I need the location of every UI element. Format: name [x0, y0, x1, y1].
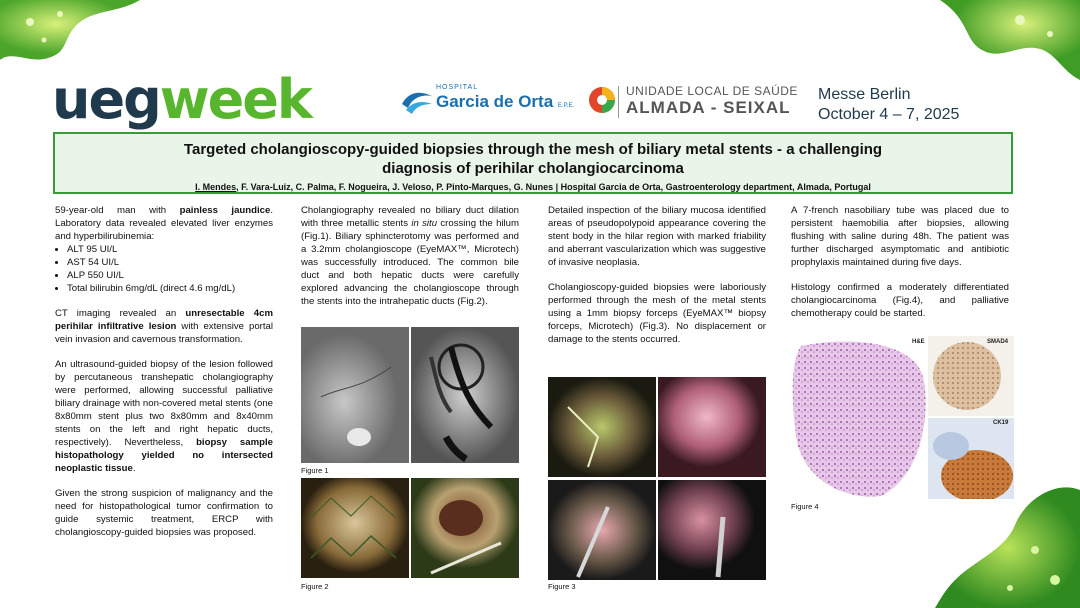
- text-span: Cholangiography revealed no biliary duct dilation with three metallic stents: [301, 205, 519, 229]
- hospital-small-label: HOSPITAL: [436, 84, 479, 91]
- hospital-suffix: E.P.E.: [557, 103, 575, 109]
- event-info: [818, 85, 959, 125]
- uls-line-2: ALMADA - SEIXAL: [626, 98, 791, 117]
- nasobiliary-paragraph: A 7-french nasobiliary tube was placed due to persistent haemobilia after biopsies, allowing flushing with saline during 48h. The patient was further discharged asymptomatic and antibiotic prophylaxis maintained during five days.: [791, 205, 1009, 268]
- text-span: 59-year-old man with: [55, 205, 180, 216]
- uls-separator: [618, 86, 619, 118]
- figure-2-image: [301, 478, 519, 578]
- lab-item: • AST 54 UI/L: [67, 256, 273, 269]
- logo-ueg-text: ueg: [52, 68, 160, 131]
- figure-2-caption: Figure 2: [301, 582, 329, 591]
- lab-item: • ALT 95 UI/L: [67, 243, 273, 256]
- lab-item: • ALP 550 UI/L: [67, 269, 273, 282]
- first-author: I. Mendes: [195, 182, 237, 192]
- text-span: .: [132, 463, 136, 474]
- hospital-garcia-de-orta-logo: [400, 84, 580, 118]
- cholangiography-paragraph: [301, 204, 519, 308]
- column-1: [55, 204, 273, 551]
- text-span: crossing the hilum (Fig.1). Biliary sphincterotomy was performed and a 3.2mm cholangioscope (EyeMAX™, Microtech) was successfully introduced. The common bile duct and both hepatic ducts were carefully explored advancing the cholangioscope through the stents into the intrahepatic ducts (Fig.2).: [301, 218, 519, 307]
- biopsies-paragraph: Cholangioscopy-guided biopsies were laboriously performed through the mesh of the metal stents using a 1mm biopsy forceps (EyeMAX™ biopsy forceps, Microtech) (Fig.3). No displacement or damage to the stents occurred.: [548, 282, 766, 345]
- lab-item: • Total bilirubin 6mg/dL (direct 4.6 mg/dL): [67, 282, 273, 295]
- ck19-stain-label: CK19: [993, 420, 1009, 426]
- histology-paragraph: Histology confirmed a moderately differentiated cholangiocarcinoma (Fig.4), and palliative chemotherapy could be started.: [791, 282, 1009, 319]
- text-span: CT imaging revealed an: [55, 308, 186, 319]
- column-2: [301, 204, 519, 320]
- text-span: with extensive portal vein invasion and cavernous transformation.: [55, 321, 273, 345]
- he-stain-label: H&E: [912, 339, 925, 345]
- logo-week-text: week: [159, 68, 311, 131]
- hospital-name: Garcia de Orta: [436, 92, 554, 111]
- uls-almada-seixal-logo: [588, 84, 798, 120]
- figure-3-caption: Figure 3: [548, 582, 576, 591]
- authors-line: [55, 182, 1011, 192]
- smad4-stain-label: SMAD4: [987, 339, 1009, 345]
- biopsy-paragraph: [55, 358, 273, 475]
- uls-line-1: UNIDADE LOCAL DE SAÚDE: [626, 84, 798, 98]
- figure-1-image: [301, 327, 519, 463]
- case-intro: [55, 204, 273, 243]
- event-dates: October 4 – 7, 2025: [818, 106, 960, 123]
- other-authors: , F. Vara-Luiz, C. Palma, F. Nogueira, J. Veloso, P. Pinto-Marques, G. Nunes | Hospital Garcia de Orta, Gastroenterology department, Almada, Portugal: [236, 182, 871, 192]
- italic-span: in situ: [411, 218, 438, 229]
- hospital-wave-icon: [400, 86, 434, 116]
- title-box: [53, 132, 1013, 194]
- bold-span: painless jaundice: [179, 205, 271, 216]
- bold-span: biopsy sample histopathology yielded no intersected neoplastic tissue: [55, 437, 273, 474]
- event-city: Messe Berlin: [818, 86, 911, 103]
- text-span: An ultrasound-guided biopsy of the lesion followed by percutaneous transhepatic cholangiography were performed, allowing successful palliative biliary drainage with non-covered metal stents (one 8x80mm stent plus two 8x80mm and 8x40mm stents on the left and right hepatic ducts, respectively). Nevertheless,: [55, 359, 273, 448]
- ercp-paragraph: Given the strong suspicion of malignancy and the need for histopathological tumor confirmation to guide systemic treatment, ERCP with cholangioscopy-guided biopsies was proposed.: [55, 488, 273, 538]
- column-4: [791, 204, 1009, 332]
- figure-4-image: [791, 336, 1014, 499]
- decorative-leaf-top-right: [930, 0, 1080, 90]
- column-3: [548, 204, 766, 358]
- figure-4-caption: Figure 4: [791, 502, 819, 511]
- uls-circle-icon: [588, 86, 616, 114]
- poster-title: Targeted cholangioscopy-guided biopsies through the mesh of biliary metal stents - a challenging diagnosis of perihilar cholangiocarcinoma: [183, 141, 883, 177]
- bold-span: unresectable 4cm perihilar infiltrative lesion: [55, 308, 273, 332]
- ueg-week-logo: [52, 70, 311, 130]
- decorative-leaf-top-left: [0, 0, 150, 70]
- figure-1-caption: Figure 1: [301, 466, 329, 475]
- figure-3-image: [548, 377, 766, 580]
- lab-list: [55, 243, 273, 295]
- text-span: . Laboratory data revealed elevated liver enzymes and hyperbilirubinemia:: [55, 205, 274, 242]
- inspection-paragraph: Detailed inspection of the biliary mucosa identified areas of pseudopolypoid appearance covering the stent body in the hilar region with marked friability and aberrant vascularization which was suggestive of invasive neoplasia.: [548, 205, 766, 268]
- ct-paragraph: [55, 307, 273, 346]
